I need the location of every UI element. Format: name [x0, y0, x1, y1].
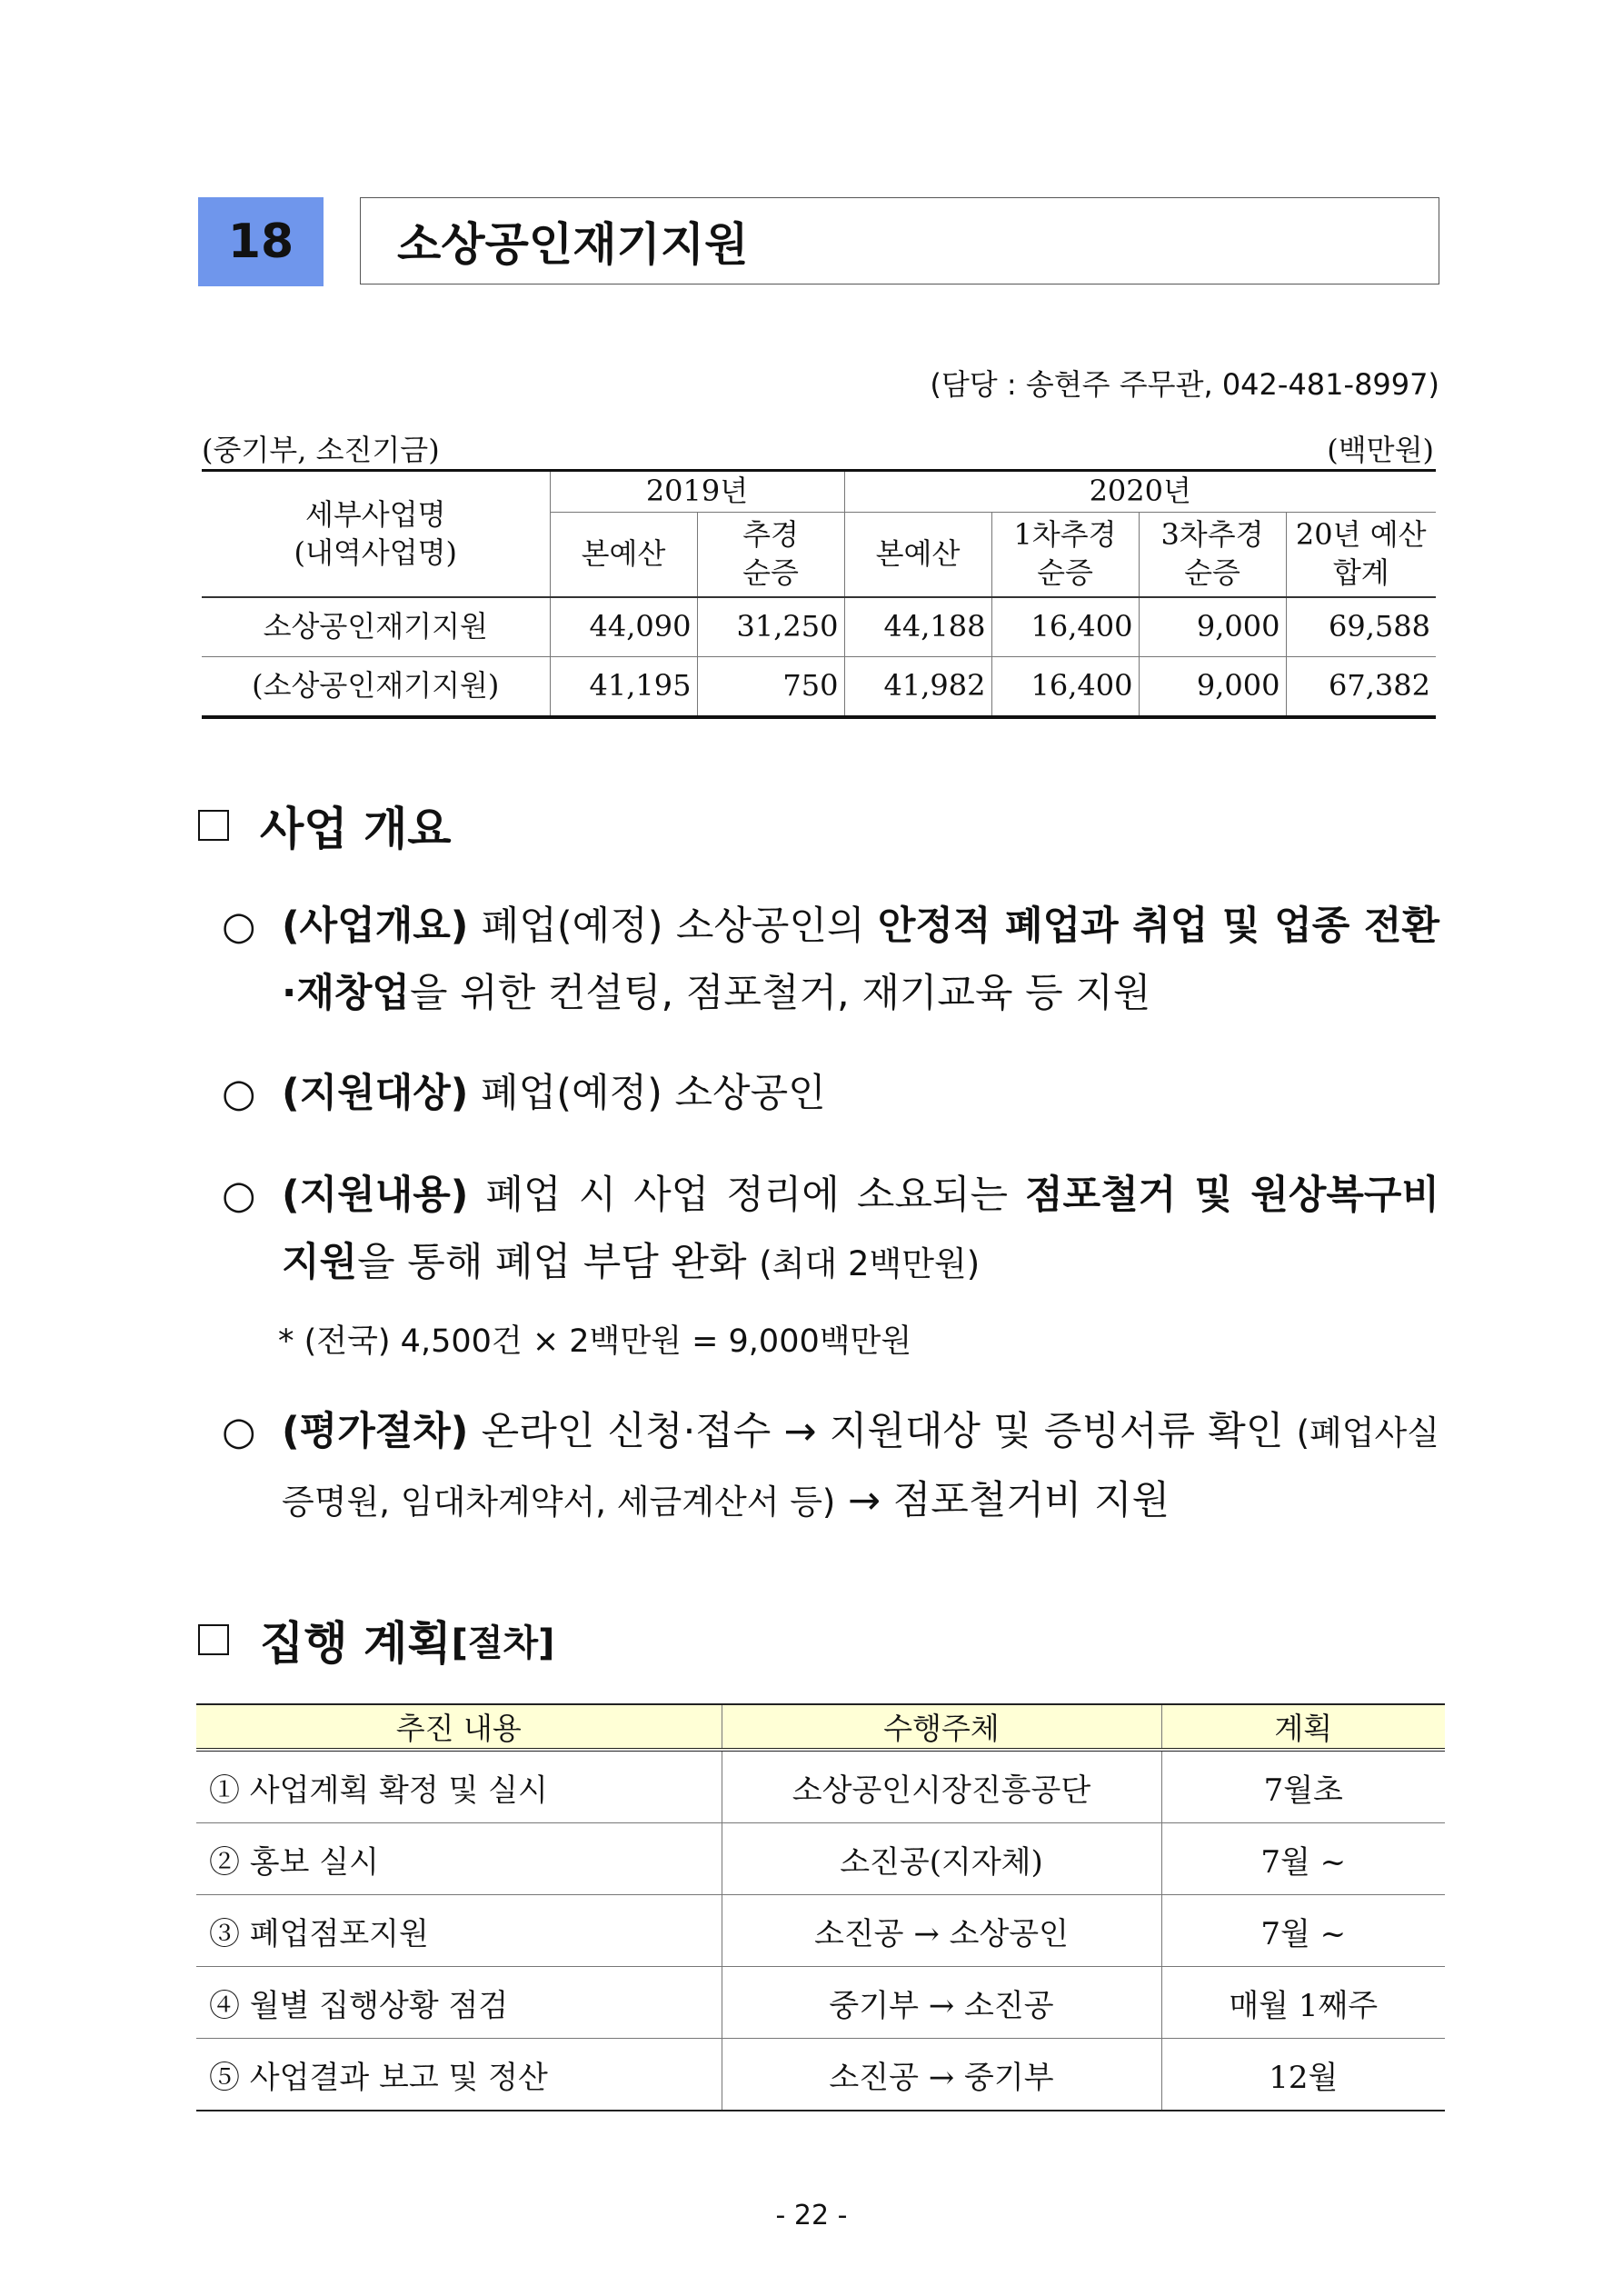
- section-title-text: 소상공인재기지원: [397, 218, 749, 271]
- circle-bullet-icon: ○: [222, 903, 256, 949]
- plan-when: 7월 ~: [1161, 1895, 1445, 1967]
- budget-source: (중기부, 소진기금): [202, 433, 440, 467]
- table-row: [202, 657, 1436, 718]
- item-text: 폐업 시 사업 정리에 소요되는: [468, 1173, 1025, 1218]
- item-label: (평가절차): [282, 1409, 469, 1454]
- plan-task: ③ 폐업점포지원: [196, 1895, 722, 1967]
- item-text: 을 위한 컨설팅, 점포철거, 재기교육 등 지원: [409, 971, 1151, 1016]
- item-text: 폐업(예정) 소상공인의: [468, 903, 878, 949]
- item-text: 을 통해 폐업 부담 완화: [357, 1240, 760, 1285]
- col-header: 추진 내용: [196, 1704, 722, 1750]
- table-cell: 44,188: [844, 597, 991, 657]
- plan-owner: 소진공 → 중기부: [722, 2039, 1161, 2111]
- table-cell: 31,250: [697, 597, 844, 657]
- table-cell: 9,000: [1139, 657, 1286, 718]
- item-text-small: (최대 2백만원): [759, 1244, 981, 1283]
- table-cell: 16,400: [991, 597, 1139, 657]
- table-cell: 16,400: [991, 657, 1139, 718]
- section-title: [360, 197, 1439, 285]
- table-row: [196, 1823, 1445, 1895]
- footnote: * (전국) 4,500건 × 2백만원 = 9,000백만원: [278, 1323, 912, 1360]
- col-header: 1차추경 순증: [991, 513, 1139, 598]
- row-name: (소상공인재기지원): [202, 657, 550, 718]
- item-emphasis: 점포철거 및 원상복구비 지원: [282, 1173, 1440, 1285]
- plan-task: ② 홍보 실시: [196, 1823, 722, 1895]
- table-row: [196, 1750, 1445, 1823]
- plan-when: 7월 ~: [1161, 1823, 1445, 1895]
- overview-item: [222, 1162, 1439, 1298]
- overview-heading-text: 사업 개요: [260, 803, 452, 855]
- item-label: (사업개요): [282, 903, 469, 949]
- table-cell: 9,000: [1139, 597, 1286, 657]
- overview-item: [222, 893, 1439, 1027]
- col-header-name: 세부사업명 (내역사업명): [202, 471, 550, 598]
- col-header: 수행주체: [722, 1704, 1161, 1750]
- plan-owner: 소진공(지자체): [722, 1823, 1161, 1895]
- row-name: 소상공인재기지원: [202, 597, 550, 657]
- table-cell: 69,588: [1286, 597, 1436, 657]
- plan-task: ④ 월별 집행상황 점검: [196, 1967, 722, 2039]
- plan-table: [196, 1703, 1445, 2111]
- col-header-2019: 2019년: [550, 471, 844, 513]
- plan-heading-sub: [절차]: [451, 1622, 555, 1664]
- circle-bullet-icon: ○: [222, 1071, 256, 1116]
- table-cell: 44,090: [550, 597, 697, 657]
- table-row: [196, 1967, 1445, 2039]
- col-header: 3차추경 순증: [1139, 513, 1286, 598]
- overview-item: [222, 1060, 1439, 1127]
- table-row: [202, 597, 1436, 657]
- table-cell: 750: [697, 657, 844, 718]
- plan-owner: 소진공 → 소상공인: [722, 1895, 1161, 1967]
- overview-item: [222, 1398, 1439, 1536]
- table-cell: 41,982: [844, 657, 991, 718]
- plan-heading-text: 집행 계획: [260, 1617, 452, 1670]
- table-cell: 67,382: [1286, 657, 1436, 718]
- checkbox-square-icon: [198, 1624, 229, 1655]
- item-text: 온라인 신청·접수 → 지원대상 및 증빙서류 확인: [468, 1409, 1297, 1454]
- plan-heading: [198, 1607, 554, 1672]
- item-text: → 점포철거비 지원: [835, 1478, 1170, 1523]
- plan-owner: 중기부 → 소진공: [722, 1967, 1161, 2039]
- col-header: 본예산: [550, 513, 697, 598]
- plan-when: 12월: [1161, 2039, 1445, 2111]
- circle-bullet-icon: ○: [222, 1173, 256, 1218]
- section-number: 18: [198, 197, 324, 286]
- table-cell: 41,195: [550, 657, 697, 718]
- item-label: (지원내용): [282, 1173, 469, 1218]
- item-emphasis: 안정적 폐업과 취업 및 업종 전환·재창업: [282, 903, 1439, 1016]
- item-text: 폐업(예정) 소상공인: [468, 1071, 826, 1116]
- page-number: - 22 -: [775, 2200, 848, 2231]
- col-header: 계획: [1161, 1704, 1445, 1750]
- plan-when: 7월초: [1161, 1750, 1445, 1823]
- table-row: [196, 1895, 1445, 1967]
- plan-owner: 소상공인시장진흥공단: [722, 1750, 1161, 1823]
- col-header-2020: 2020년: [844, 471, 1436, 513]
- col-header: 추경 순증: [697, 513, 844, 598]
- circle-bullet-icon: ○: [222, 1409, 256, 1454]
- plan-task: ⑤ 사업결과 보고 및 정산: [196, 2039, 722, 2111]
- overview-heading: [198, 793, 452, 858]
- checkbox-square-icon: [198, 810, 229, 841]
- plan-task: ① 사업계획 확정 및 실시: [196, 1750, 722, 1823]
- col-header: 본예산: [844, 513, 991, 598]
- col-header: 20년 예산 합계: [1286, 513, 1436, 598]
- budget-table: [202, 469, 1436, 719]
- plan-when: 매월 1째주: [1161, 1967, 1445, 2039]
- table-row: [196, 2039, 1445, 2111]
- item-label: (지원대상): [282, 1071, 469, 1116]
- budget-unit: (백만원): [1327, 433, 1434, 467]
- item-text-small: (폐업사실증명원, 임대차계약서, 세금계산서 등): [282, 1413, 1439, 1522]
- contact-info: (담당 : 송현주 주무관, 042-481-8997): [930, 367, 1439, 402]
